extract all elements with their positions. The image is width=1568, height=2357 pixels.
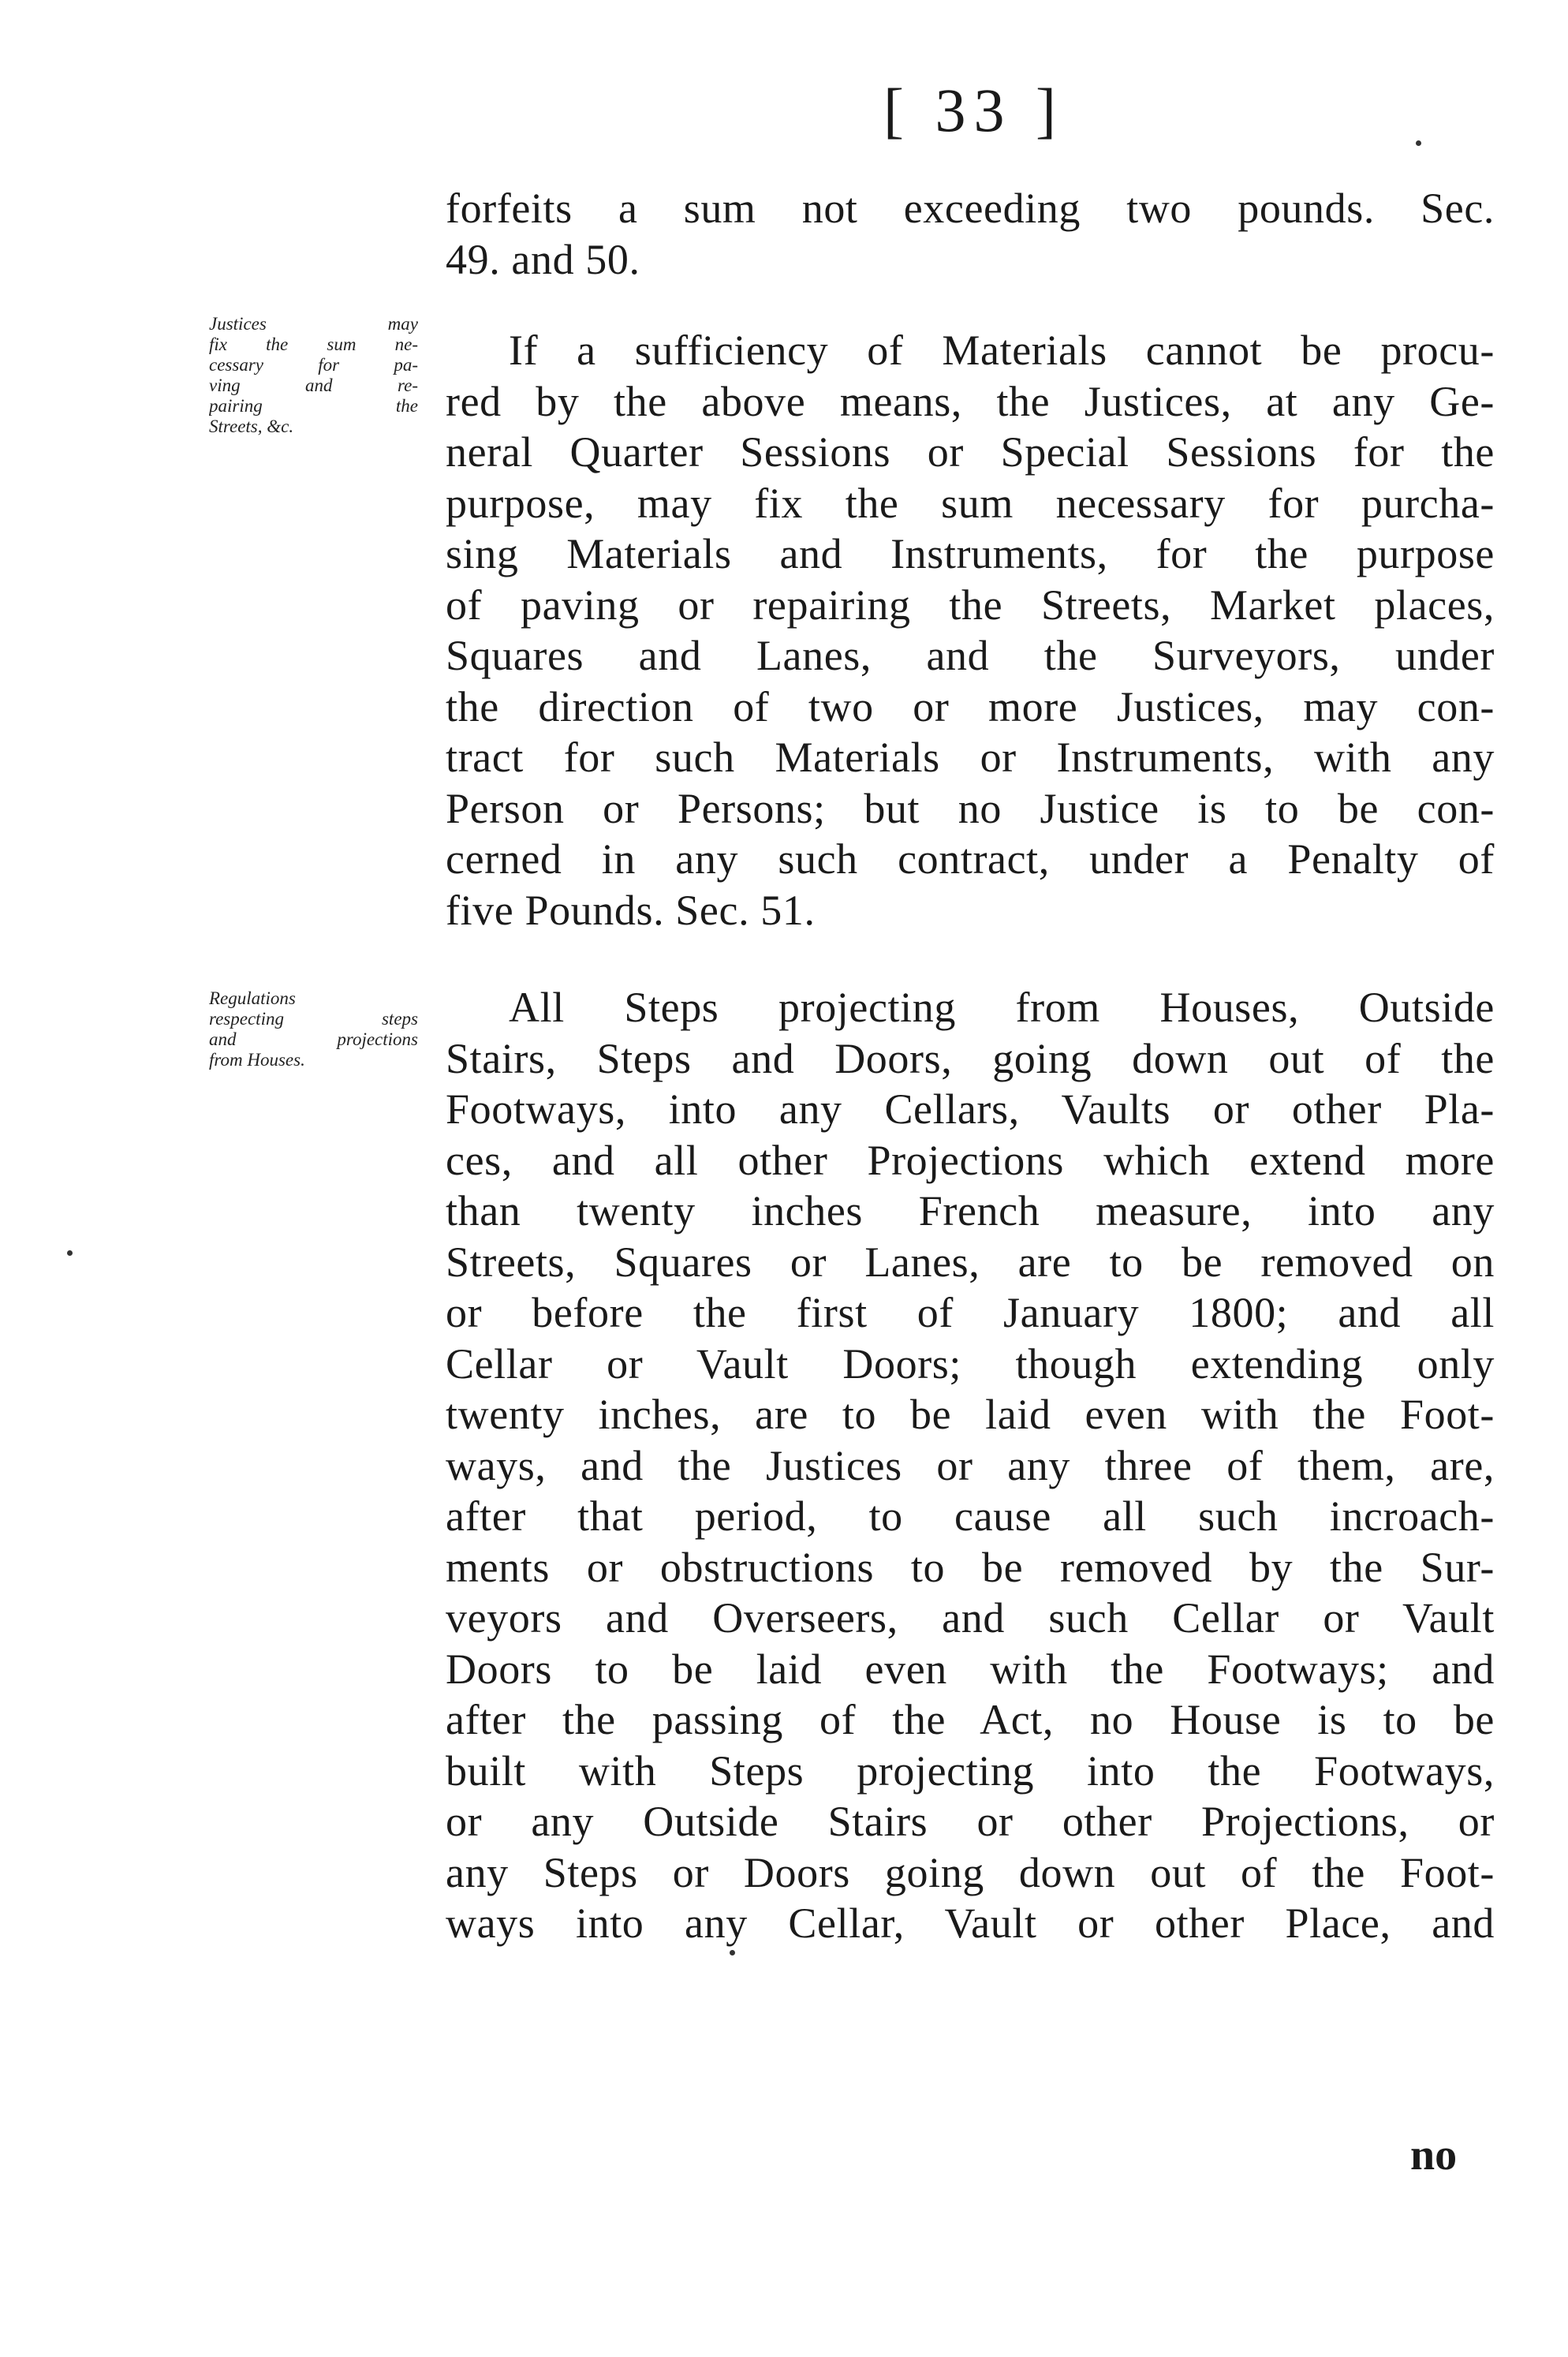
text-line: cerned in any such contract, under a Penalty of [446, 835, 1495, 883]
text-line: tract for such Materials or Instruments, with any [446, 734, 1495, 781]
text-line: purpose, may fix the sum necessary for purcha- [446, 479, 1495, 527]
margin-note-line: Justices may [209, 314, 418, 334]
text-line: of paving or repairing the Streets, Market places, [446, 581, 1495, 629]
print-speck [730, 1950, 735, 1955]
text-line: built with Steps projecting into the Footways, [446, 1746, 1495, 1795]
text-line: ways into any Cellar, Vault or other Place, and [446, 1899, 1495, 1947]
print-speck [1416, 140, 1421, 146]
margin-note-line: pairing the [209, 396, 418, 416]
text-line: the direction of two or more Justices, may con- [446, 682, 1495, 730]
text-line: Person or Persons; but no Justice is to be con- [446, 784, 1495, 832]
continuation-paragraph [446, 183, 1495, 285]
margin-note-justices [209, 314, 418, 437]
margin-note-line: respecting steps [209, 1009, 418, 1029]
margin-note-line: and projections [209, 1029, 418, 1049]
text-line: veyors and Overseers, and such Cellar or Vault [446, 1594, 1495, 1642]
text-line: after that period, to cause all such incroach- [446, 1492, 1495, 1540]
text-line: Footways, into any Cellars, Vaults or other Pla- [446, 1085, 1495, 1133]
text-line: red by the above means, the Justices, at any Ge- [446, 377, 1495, 425]
page-number-header: [ 33 ] [883, 76, 1064, 144]
text-line: sing Materials and Instruments, for the purpose [446, 530, 1495, 577]
text-line: ments or obstructions to be removed by the Sur- [446, 1543, 1495, 1591]
text-line: Stairs, Steps and Doors, going down out of the [446, 1034, 1495, 1082]
margin-note-regulations [209, 988, 418, 1070]
text-line: If a sufficiency of Materials cannot be procu- [509, 327, 1495, 374]
text-line: Cellar or Vault Doors; though extending only [446, 1339, 1495, 1388]
paragraph-materials [446, 325, 1495, 936]
paragraph-steps [446, 982, 1495, 1949]
catchword: no [1410, 2131, 1458, 2180]
text-line: ways, and the Justices or any three of them, are, [446, 1441, 1495, 1489]
text-line: ces, and all other Projections which extend more [446, 1136, 1495, 1184]
text-line: any Steps or Doors going down out of the Foot- [446, 1848, 1495, 1896]
margin-note-line: cessary for pa- [209, 355, 418, 375]
text-line: Doors to be laid even with the Footways; and [446, 1645, 1495, 1693]
margin-note-line: ving and re- [209, 375, 418, 395]
text-line: or before the first of January 1800; and all [446, 1289, 1495, 1336]
print-speck [67, 1250, 73, 1256]
margin-note-line: Streets, &c. [209, 416, 294, 436]
text-line: than twenty inches French measure, into any [446, 1187, 1495, 1235]
margin-note-line: Regulations [209, 988, 296, 1008]
margin-note-line: from Houses. [209, 1050, 305, 1070]
text-line: Squares and Lanes, and the Surveyors, under [446, 632, 1495, 679]
margin-note-line: fix the sum ne- [209, 334, 418, 354]
text-line: Streets, Squares or Lanes, are to be removed on [446, 1238, 1495, 1286]
text-line: All Steps projecting from Houses, Outside [509, 984, 1495, 1031]
text-line: after the passing of the Act, no House is to be [446, 1696, 1495, 1743]
text-line: twenty inches, are to be laid even with the Foot- [446, 1391, 1495, 1438]
text-line: forfeits a sum not exceeding two pounds. Sec. [446, 185, 1495, 232]
text-line: or any Outside Stairs or other Projections, or [446, 1798, 1495, 1845]
text-line: 49. and 50. [446, 235, 640, 283]
text-line: five Pounds. Sec. 51. [446, 886, 816, 934]
text-line: neral Quarter Sessions or Special Sessions for the [446, 428, 1495, 476]
